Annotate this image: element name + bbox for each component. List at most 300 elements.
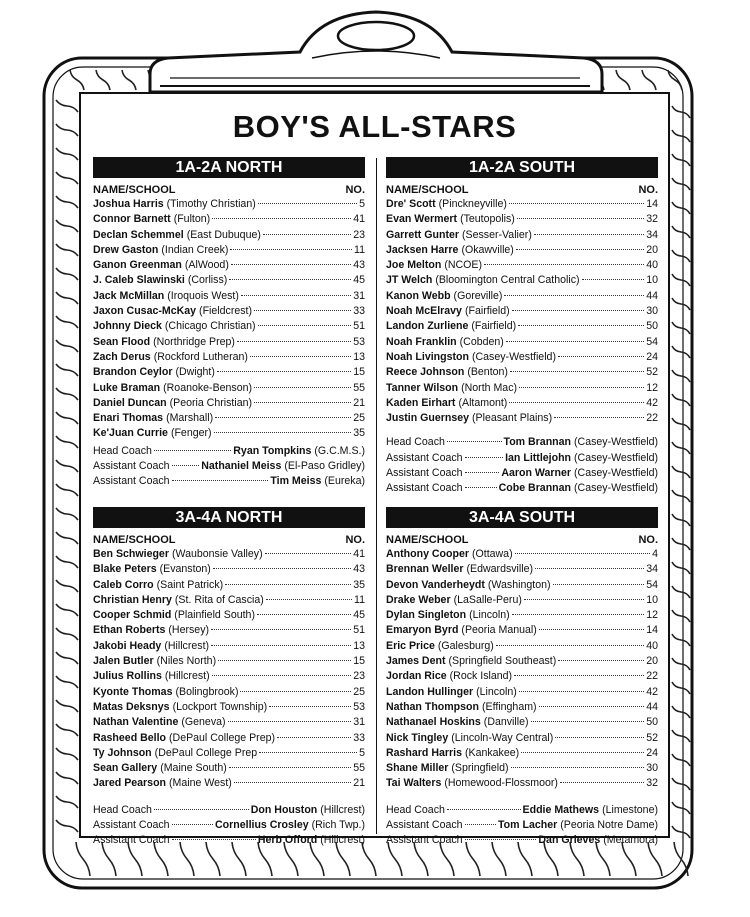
player-school: (Kankakee) [464, 746, 520, 759]
player-row [93, 212, 365, 227]
coach-row [93, 833, 365, 848]
player-name: Garrett Gunter [386, 228, 459, 241]
player-school: (Fenger) [170, 427, 212, 440]
player-number: 22 [646, 670, 658, 683]
dot-leader [154, 450, 231, 451]
section-heading: 1A-2A SOUTH [386, 157, 658, 178]
dot-leader [509, 402, 644, 403]
player-school: (Washington) [487, 578, 551, 591]
coach-row [93, 474, 365, 489]
dot-leader [558, 356, 644, 357]
player-name: Christian Henry [93, 593, 172, 606]
player-school: (LaSalle-Peru) [453, 593, 522, 606]
player-row [386, 289, 658, 304]
coach-school: (Limestone) [602, 803, 658, 816]
section-1a-2a-north [93, 157, 365, 490]
player-name: Ty Johnson [93, 746, 152, 759]
player-school: (Bolingbrook) [175, 685, 239, 698]
dot-leader [277, 737, 351, 738]
player-name: Rashard Harris [386, 746, 462, 759]
coach-row [386, 435, 658, 450]
player-row [93, 547, 365, 562]
section-3a-4a-south [386, 507, 658, 849]
player-row [93, 669, 365, 684]
dot-leader [215, 417, 351, 418]
player-row [93, 335, 365, 350]
player-row [93, 608, 365, 623]
dot-leader [516, 249, 644, 250]
section-heading: 1A-2A NORTH [93, 157, 365, 178]
player-row [93, 654, 365, 669]
player-row [386, 761, 658, 776]
coach-name: Don Houston [250, 803, 318, 816]
coach-school: (Eureka) [324, 475, 365, 488]
coach-school: (Hillcrest) [320, 803, 365, 816]
player-number: 22 [646, 412, 658, 425]
player-row [93, 700, 365, 715]
coach-school: (G.C.M.S.) [314, 444, 365, 457]
player-number: 41 [353, 548, 365, 560]
player-row [386, 547, 658, 562]
player-school: (Peoria Christian) [169, 396, 253, 409]
player-school: (Roanoke-Benson) [163, 381, 253, 394]
column-header-name-school: NAME/SCHOOL [386, 184, 469, 196]
dot-leader [484, 264, 644, 265]
player-number: 50 [646, 716, 658, 729]
player-school: (Ottawa) [471, 548, 513, 560]
dot-leader [265, 553, 352, 554]
player-school: (DePaul College Prep) [169, 731, 276, 744]
dot-leader [511, 767, 645, 768]
dot-leader [465, 472, 500, 473]
player-number: 21 [353, 396, 365, 409]
coach-name: Cornellius Crosley [215, 819, 309, 832]
player-number: 45 [353, 609, 365, 622]
player-number: 23 [353, 228, 365, 241]
player-school: (Saint Patrick) [156, 578, 224, 591]
player-name: Justin Guernsey [386, 412, 470, 425]
player-name: Jared Pearson [93, 777, 167, 790]
dot-leader [231, 264, 351, 265]
player-school: (Geneva) [181, 716, 226, 729]
dot-leader [254, 402, 351, 403]
player-row [93, 197, 365, 212]
player-name: Luke Braman [93, 381, 161, 394]
dot-leader [258, 325, 352, 326]
player-name: Eric Price [386, 639, 435, 652]
dot-leader [510, 371, 644, 372]
dot-leader [234, 782, 351, 783]
player-name: Anthony Cooper [386, 548, 469, 560]
player-name: Zach Derus [93, 350, 151, 363]
player-school: (Timothy Christian) [166, 198, 256, 210]
player-school: (Waubonsie Valley) [171, 548, 263, 560]
coach-name: Cobe Brannan [498, 482, 572, 495]
player-number: 30 [646, 305, 658, 318]
dot-leader [225, 584, 351, 585]
player-school: (NCOE) [444, 259, 482, 272]
player-number: 33 [353, 305, 365, 318]
dot-leader [258, 203, 357, 204]
coach-name: Dan Grieves [538, 834, 601, 847]
player-number: 44 [646, 700, 658, 713]
dot-leader [512, 310, 645, 311]
player-row [386, 776, 658, 791]
player-name: Jaxon Cusac-McKay [93, 305, 197, 318]
dot-leader [214, 432, 352, 433]
player-school: (Pinckneyville) [438, 198, 507, 210]
coach-label: Head Coach [93, 444, 152, 457]
player-school: (Hersey) [168, 624, 210, 637]
player-name: Jordan Rice [386, 670, 447, 683]
dot-leader [266, 599, 352, 600]
player-school: (Plainfield South) [174, 609, 255, 622]
player-school: (Lincoln-Way Central) [451, 731, 554, 744]
player-name: Dylan Singleton [386, 609, 467, 622]
clipboard-paper [79, 92, 670, 847]
player-school: (Lincoln) [476, 685, 517, 698]
coach-row [386, 818, 658, 833]
dot-leader [263, 234, 351, 235]
coach-label: Assistant Coach [386, 819, 463, 832]
column-header-no: NO. [345, 184, 365, 196]
dot-leader [213, 568, 351, 569]
column-header [386, 533, 658, 547]
player-number: 11 [354, 593, 365, 606]
coach-label: Assistant Coach [93, 475, 170, 488]
dot-leader [465, 824, 496, 825]
player-row [93, 289, 365, 304]
player-row [93, 243, 365, 258]
player-number: 34 [646, 563, 658, 576]
dot-leader [229, 279, 351, 280]
player-name: Sean Flood [93, 335, 151, 348]
column-header [386, 183, 658, 197]
coach-row [386, 481, 658, 496]
player-name: Declan Schemmel [93, 228, 184, 241]
player-number: 14 [646, 624, 658, 637]
player-number: 54 [646, 335, 658, 348]
player-school: (Lockport Township) [172, 700, 268, 713]
player-row [386, 654, 658, 669]
dot-leader [539, 629, 644, 630]
player-number: 32 [646, 777, 658, 790]
player-name: Shane Miller [386, 762, 449, 775]
player-name: Drew Gaston [93, 243, 159, 256]
player-row [93, 578, 365, 593]
dot-leader [515, 553, 650, 554]
player-number: 42 [646, 396, 658, 409]
player-name: Dre' Scott [386, 198, 436, 210]
player-row [93, 273, 365, 288]
player-name: Rasheed Bello [93, 731, 167, 744]
player-row [386, 669, 658, 684]
player-row [386, 562, 658, 577]
dot-leader [519, 691, 644, 692]
dot-leader [518, 325, 644, 326]
player-school: (Goreville) [453, 289, 503, 302]
dot-leader [250, 356, 351, 357]
player-row [93, 562, 365, 577]
coaches-list [93, 444, 365, 490]
dot-leader [524, 599, 644, 600]
dot-leader [560, 782, 644, 783]
player-row [386, 731, 658, 746]
player-name: Kanon Webb [386, 289, 451, 302]
player-row [386, 700, 658, 715]
dot-leader [241, 295, 351, 296]
player-row [386, 381, 658, 396]
player-name: Reece Johnson [386, 366, 465, 379]
player-row [93, 350, 365, 365]
player-name: Jakobi Heady [93, 639, 162, 652]
player-name: Ethan Roberts [93, 624, 166, 637]
player-school: (Danville) [483, 716, 529, 729]
column-divider [376, 158, 377, 834]
player-school: (Maine West) [169, 777, 232, 790]
dot-leader [521, 752, 644, 753]
player-number: 43 [353, 563, 365, 576]
dot-leader [212, 675, 352, 676]
player-number: 5 [359, 198, 365, 210]
section-heading: 3A-4A SOUTH [386, 507, 658, 528]
player-number: 24 [646, 746, 658, 759]
player-number: 30 [646, 762, 658, 775]
player-school: (Fairfield) [471, 320, 517, 333]
player-school: (North Mac) [461, 381, 518, 394]
column-header-no: NO. [638, 534, 658, 546]
player-name: Devon Vanderheydt [386, 578, 485, 591]
player-number: 14 [646, 198, 658, 210]
player-row [386, 578, 658, 593]
player-name: Sean Gallery [93, 762, 158, 775]
coach-row [386, 803, 658, 818]
player-school: (Rockford Lutheran) [153, 350, 248, 363]
player-name: Joe Melton [386, 259, 442, 272]
player-number: 54 [646, 578, 658, 591]
player-school: (Chicago Christian) [164, 320, 256, 333]
player-school: (Edwardsville) [466, 563, 534, 576]
dot-leader [257, 614, 351, 615]
player-number: 23 [353, 670, 365, 683]
player-name: Connor Barnett [93, 213, 171, 226]
player-number: 51 [353, 624, 365, 637]
dot-leader [447, 441, 502, 442]
coach-name: Tim Meiss [270, 475, 322, 488]
column-header [93, 533, 365, 547]
dot-leader [254, 310, 351, 311]
player-number: 50 [646, 320, 658, 333]
player-school: (Galesburg) [437, 639, 494, 652]
coach-label: Assistant Coach [386, 451, 463, 464]
player-number: 55 [353, 381, 365, 394]
coach-label: Head Coach [386, 436, 445, 449]
player-row [386, 685, 658, 700]
player-number: 20 [646, 243, 658, 256]
coach-school: (Casey-Westfield) [574, 482, 658, 495]
player-name: Cooper Schmid [93, 609, 172, 622]
player-school: (Dwight) [175, 366, 215, 379]
dot-leader [558, 660, 644, 661]
coach-label: Assistant Coach [386, 834, 463, 847]
dot-leader [211, 629, 351, 630]
player-number: 25 [353, 412, 365, 425]
player-number: 44 [646, 289, 658, 302]
column-header-name-school: NAME/SCHOOL [93, 184, 176, 196]
player-name: Drake Weber [386, 593, 451, 606]
player-name: Evan Wermert [386, 213, 458, 226]
player-number: 21 [353, 777, 365, 790]
page-title: BOY'S ALL-STARS [232, 109, 517, 144]
player-number: 41 [353, 213, 365, 226]
player-school: (Springfield) [451, 762, 509, 775]
player-row [93, 381, 365, 396]
dot-leader [582, 279, 645, 280]
player-name: Nathan Thompson [386, 700, 479, 713]
player-name: Tanner Wilson [386, 381, 459, 394]
player-name: Jalen Butler [93, 655, 154, 668]
player-school: (Homewood-Flossmoor) [444, 777, 558, 790]
player-school: (Springfield Southeast) [448, 655, 557, 668]
player-row [93, 258, 365, 273]
coach-label: Assistant Coach [93, 819, 170, 832]
player-school: (Pleasant Plains) [472, 412, 553, 425]
player-school: (Sesser-Valier) [462, 228, 532, 241]
player-name: Jack McMillan [93, 289, 165, 302]
coach-school: (Casey-Westfield) [574, 436, 658, 449]
player-name: Noah Livingston [386, 350, 469, 363]
player-row [386, 623, 658, 638]
player-number: 42 [646, 685, 658, 698]
player-school: (Rock Island) [449, 670, 513, 683]
player-row [386, 273, 658, 288]
player-number: 45 [353, 274, 365, 287]
player-name: Brennan Weller [386, 563, 464, 576]
dot-leader [554, 417, 644, 418]
dot-leader [154, 809, 249, 810]
player-row [93, 685, 365, 700]
player-row [93, 715, 365, 730]
dot-leader [504, 295, 644, 296]
player-school: (Cobden) [459, 335, 504, 348]
player-name: Emaryon Byrd [386, 624, 459, 637]
player-number: 35 [353, 578, 365, 591]
dot-leader [531, 721, 645, 722]
coach-label: Assistant Coach [93, 460, 170, 473]
player-row [93, 319, 365, 334]
player-row [386, 335, 658, 350]
player-number: 15 [353, 655, 365, 668]
player-school: (Okawville) [461, 243, 514, 256]
player-school: (Hillcrest) [164, 670, 210, 683]
player-row [386, 212, 658, 227]
player-name: Noah McElravy [386, 305, 462, 318]
player-school: (Marshall) [166, 412, 214, 425]
player-row [386, 593, 658, 608]
player-number: 40 [646, 639, 658, 652]
player-row [93, 761, 365, 776]
player-name: J. Caleb Slawinski [93, 274, 185, 287]
player-school: (Corliss) [187, 274, 228, 287]
player-school: (Indian Creek) [161, 243, 229, 256]
player-school: (Niles North) [156, 655, 217, 668]
player-school: (Effingham) [482, 700, 537, 713]
coach-school: (Peoria Notre Dame) [560, 819, 658, 832]
player-number: 40 [646, 259, 658, 272]
player-number: 25 [353, 685, 365, 698]
player-row [386, 228, 658, 243]
player-school: (Maine South) [160, 762, 227, 775]
player-row [93, 776, 365, 791]
player-school: (Altamont) [458, 396, 508, 409]
player-number: 32 [646, 213, 658, 226]
dot-leader [259, 752, 357, 753]
player-row [93, 746, 365, 761]
dot-leader [172, 839, 256, 840]
player-row [386, 243, 658, 258]
player-school: (Fairfield) [464, 305, 510, 318]
player-name: Brandon Ceylor [93, 366, 173, 379]
dot-leader [534, 234, 644, 235]
player-number: 12 [646, 609, 658, 622]
coach-row [93, 818, 365, 833]
player-number: 12 [646, 381, 658, 394]
player-school: (Evanston) [159, 563, 211, 576]
column-header-name-school: NAME/SCHOOL [386, 534, 469, 546]
coach-name: Ryan Tompkins [233, 444, 312, 457]
player-row [386, 365, 658, 380]
player-row [93, 623, 365, 638]
player-name: Caleb Corro [93, 578, 154, 591]
player-number: 13 [353, 639, 365, 652]
player-number: 53 [353, 335, 365, 348]
player-name: Johnny Dieck [93, 320, 162, 333]
coach-row [93, 444, 365, 459]
player-name: James Dent [386, 655, 446, 668]
player-name: Landon Hullinger [386, 685, 474, 698]
coach-name: Aaron Warner [501, 467, 572, 480]
player-name: Nathanael Hoskins [386, 716, 481, 729]
player-name: Ke'Juan Currie [93, 427, 168, 440]
coach-school: (Hillcrest) [320, 834, 365, 847]
coach-name: Ian Littlejohn [505, 451, 572, 464]
coach-row [386, 466, 658, 481]
column-header [93, 183, 365, 197]
player-school: (Lincoln) [469, 609, 510, 622]
coach-label: Assistant Coach [93, 834, 170, 847]
player-name: Julius Rollins [93, 670, 162, 683]
player-school: (Fulton) [173, 213, 211, 226]
player-school: (Peoria Manual) [461, 624, 537, 637]
coaches-list [93, 803, 365, 849]
player-name: Noah Franklin [386, 335, 457, 348]
player-row [93, 411, 365, 426]
coach-school: (Casey-Westfield) [574, 467, 658, 480]
player-number: 20 [646, 655, 658, 668]
player-row [93, 639, 365, 654]
player-number: 53 [353, 700, 365, 713]
dot-leader [269, 706, 351, 707]
dot-leader [447, 809, 521, 810]
dot-leader [539, 706, 645, 707]
dot-leader [519, 387, 644, 388]
coach-row [386, 451, 658, 466]
dot-leader [553, 584, 645, 585]
column-header-name-school: NAME/SCHOOL [93, 534, 176, 546]
player-school: (East Dubuque) [186, 228, 261, 241]
player-number: 4 [652, 548, 658, 560]
player-row [93, 593, 365, 608]
